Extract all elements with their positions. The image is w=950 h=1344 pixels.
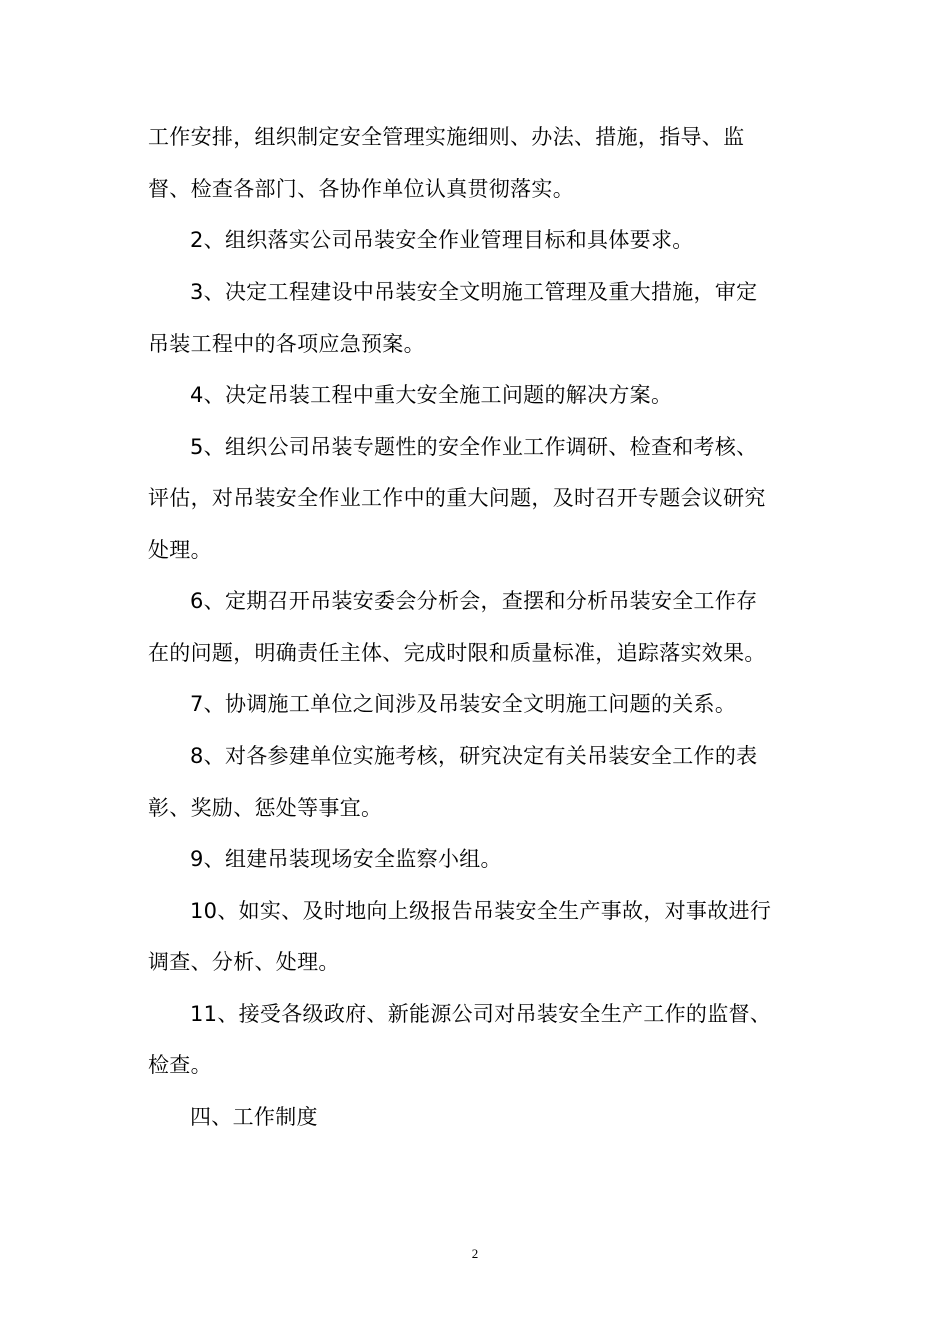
text-line: 吊装工程中的各项应急预案。 [148, 332, 425, 356]
text-line: 5、组织公司吊装专题性的安全作业工作调研、检查和考核、 [190, 435, 758, 459]
text-line: 8、对各参建单位实施考核，研究决定有关吊装安全工作的表 [190, 744, 758, 768]
text-line: 2、组织落实公司吊装安全作业管理目标和具体要求。 [190, 228, 694, 252]
text-line: 处理。 [148, 538, 212, 562]
text-line: 3、决定工程建设中吊装安全文明施工管理及重大措施，审定 [190, 280, 758, 304]
section-heading: 四、工作制度 [190, 1105, 318, 1129]
page-number: 2 [471, 1246, 479, 1261]
text-line: 7、协调施工单位之间涉及吊装安全文明施工问题的关系。 [190, 692, 737, 716]
text-line: 10、如实、及时地向上级报告吊装安全生产事故，对事故进行 [190, 899, 772, 923]
text-line: 4、决定吊装工程中重大安全施工问题的解决方案。 [190, 383, 673, 407]
text-line: 督、检查各部门、各协作单位认真贯彻落实。 [148, 177, 574, 201]
text-line: 在的问题，明确责任主体、完成时限和质量标准，追踪落实效果。 [148, 641, 766, 665]
text-line: 检查。 [148, 1053, 212, 1077]
text-line: 调查、分析、处理。 [148, 950, 340, 974]
text-line: 11、接受各级政府、新能源公司对吊装安全生产工作的监督、 [190, 1002, 772, 1026]
text-line: 评估，对吊装安全作业工作中的重大问题，及时召开专题会议研究 [148, 486, 766, 510]
text-line: 工作安排，组织制定安全管理实施细则、办法、措施，指导、监 [148, 125, 745, 149]
text-line: 彰、奖励、惩处等事宜。 [148, 796, 383, 820]
text-line: 9、组建吊装现场安全监察小组。 [190, 847, 502, 871]
text-line: 6、定期召开吊装安委会分析会，查摆和分析吊装安全工作存 [190, 589, 758, 613]
